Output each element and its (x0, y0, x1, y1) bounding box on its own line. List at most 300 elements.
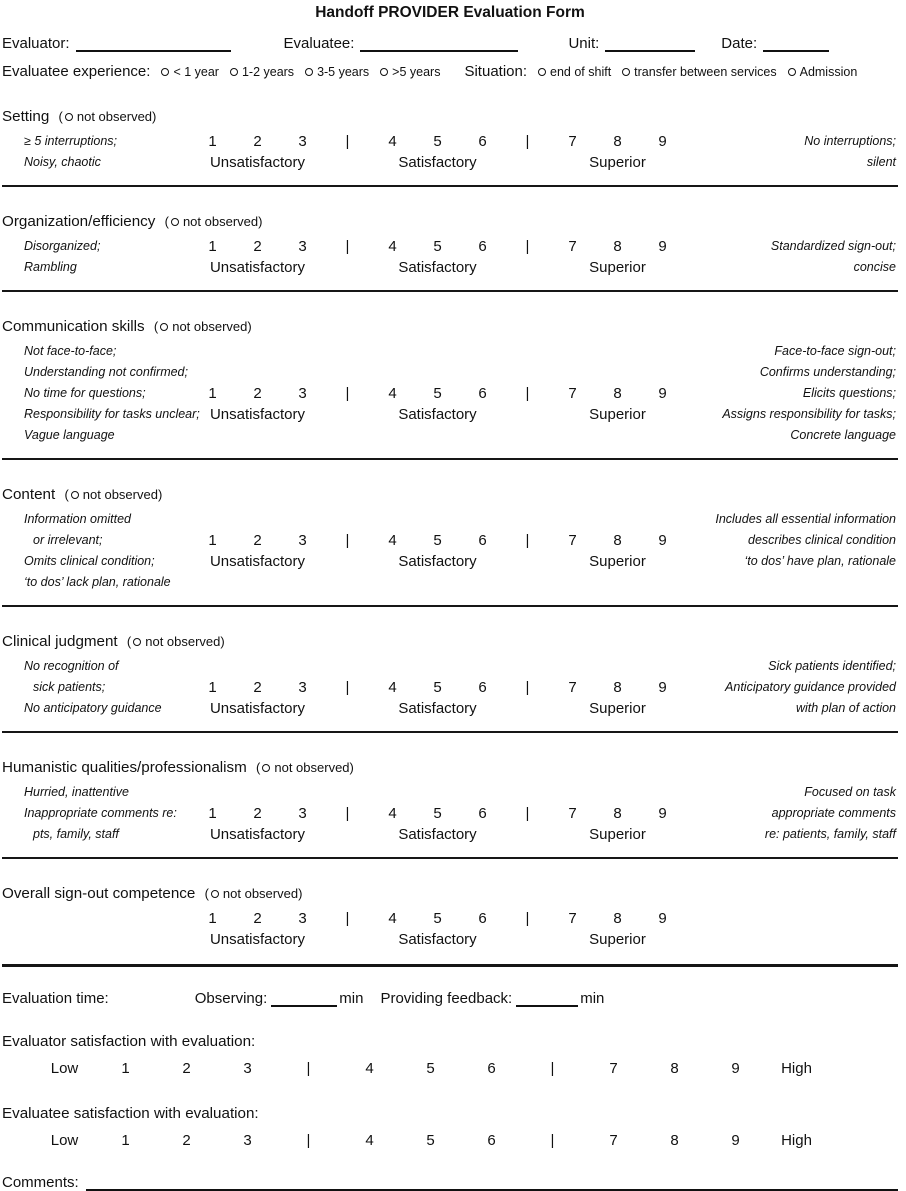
scale-group-label: Satisfactory (398, 700, 477, 717)
rating-scale (190, 383, 685, 425)
scale-number[interactable]: 7 (568, 238, 577, 255)
scale-number[interactable]: 9 (658, 532, 667, 549)
section-title: Communication skills (2, 318, 145, 335)
radio-icon (622, 68, 630, 76)
scale-separator: | (345, 133, 350, 150)
rating-scale (190, 236, 685, 278)
scale-group-label: Superior (589, 826, 646, 843)
scale-separator: | (345, 385, 350, 402)
scale-number[interactable]: 6 (478, 679, 487, 696)
rating-scale (190, 677, 685, 719)
section-title: Setting (2, 108, 50, 125)
anchor-line: No time for questions; (24, 386, 146, 400)
section-title-row (2, 318, 898, 335)
radio-icon (65, 113, 73, 121)
scale-number[interactable]: 5 (433, 910, 442, 927)
scale-group-label: Superior (589, 553, 646, 570)
radio-icon (380, 68, 388, 76)
scale-group-labels (190, 824, 685, 845)
not-observed-option[interactable] (127, 634, 225, 649)
anchor-line: Rambling (24, 260, 77, 274)
scale-number[interactable]: 4 (365, 1060, 374, 1077)
scale-number[interactable]: 5 (433, 133, 442, 150)
option-label: 3-5 years (317, 64, 370, 79)
anchor-line: Not face-to-face; (24, 344, 117, 358)
radio-icon (788, 68, 796, 76)
radio-icon (71, 491, 79, 499)
anchor-line: ‘to dos’ lack plan, rationale (24, 575, 171, 589)
scale-number[interactable]: 4 (388, 385, 397, 402)
scale-number[interactable]: 4 (388, 679, 397, 696)
scale-number[interactable]: 1 (208, 805, 217, 822)
anchor-line: Understanding not confirmed; (24, 365, 188, 379)
paren: ( (204, 886, 209, 901)
header-fields (2, 31, 898, 52)
scale-number[interactable]: 7 (609, 1060, 618, 1077)
scale-group-label: Superior (589, 406, 646, 423)
scale-number[interactable]: 2 (253, 238, 262, 255)
scale-number[interactable]: 3 (243, 1060, 252, 1077)
anchor-line: Hurried, inattentive (24, 785, 129, 799)
section-humanistic-professionalism (2, 759, 898, 859)
not-observed-label: not observed) (145, 634, 225, 649)
paren: ( (64, 487, 69, 502)
scale-number[interactable]: 1 (208, 910, 217, 927)
section-divider (2, 857, 898, 859)
scale-separator: | (550, 1132, 555, 1149)
anchor-line: with plan of action (795, 701, 896, 715)
scale-group-label: Unsatisfactory (209, 406, 306, 423)
experience-situation-row (2, 61, 898, 82)
scale-number[interactable]: 2 (253, 133, 262, 150)
rating-row (2, 782, 898, 845)
not-observed-option[interactable] (256, 760, 354, 775)
evaluator-input-line[interactable] (76, 37, 231, 52)
high-anchor-text (685, 236, 898, 278)
scale-number[interactable]: 3 (243, 1132, 252, 1149)
scale-number[interactable]: 3 (298, 679, 307, 696)
evaluatee-field (284, 35, 519, 52)
scale-separator: | (345, 238, 350, 255)
paren: ( (256, 760, 261, 775)
anchor-line: describes clinical condition (748, 533, 896, 547)
high-label: High (781, 1132, 812, 1149)
not-observed-option[interactable] (205, 886, 303, 901)
option-label: transfer between services (634, 64, 777, 79)
anchor-line: Anticipatory guidance provided (725, 680, 896, 694)
scale-number[interactable]: 2 (253, 910, 262, 927)
scale-group-label: Unsatisfactory (209, 553, 306, 570)
scale-group-labels (190, 929, 685, 950)
section-title: Overall sign-out competence (2, 885, 196, 902)
section-title-row (2, 759, 898, 776)
section-title-row (2, 108, 898, 125)
anchor-line: concise (853, 260, 896, 274)
low-anchor-text (2, 782, 190, 845)
scale-number[interactable]: 8 (613, 532, 622, 549)
experience-label: Evaluatee experience: (2, 63, 151, 80)
scale-number[interactable]: 5 (433, 679, 442, 696)
section-content (2, 486, 898, 607)
anchor-line: re: patients, family, staff (764, 827, 896, 841)
low-anchor-text (2, 236, 190, 278)
feedback-minutes-input-line[interactable] (516, 992, 578, 1007)
anchor-line: sick patients; (33, 680, 106, 694)
scale-number[interactable]: 1 (208, 679, 217, 696)
not-observed-label: not observed) (82, 487, 163, 502)
anchor-line: Confirms understanding; (759, 365, 896, 379)
section-title-row (2, 213, 898, 230)
paren: ( (126, 634, 132, 649)
scale-number[interactable]: 9 (658, 805, 667, 822)
section-divider (2, 185, 898, 187)
option-label: Admission (799, 64, 858, 79)
feedback-field (380, 990, 604, 1007)
anchor-line: Includes all essential information (715, 512, 896, 526)
scale-separator: | (525, 805, 530, 822)
scale-separator: | (345, 679, 350, 696)
situation-option-transfer[interactable] (622, 65, 776, 79)
section-title-row (2, 885, 898, 902)
scale-number[interactable]: 3 (298, 133, 307, 150)
scale-number[interactable]: 6 (478, 910, 487, 927)
scale-number[interactable]: 1 (208, 238, 217, 255)
scale-number[interactable]: 5 (433, 385, 442, 402)
not-observed-option[interactable] (64, 487, 162, 502)
scale-numbers (190, 677, 685, 698)
paren: ( (164, 214, 169, 229)
date-field (721, 35, 829, 52)
evaluation-time-label: Evaluation time: (2, 990, 109, 1007)
section-communication-skills (2, 318, 898, 460)
high-anchor-text (685, 782, 898, 845)
anchor-line: Omits clinical condition; (24, 554, 155, 568)
section-divider (2, 290, 898, 292)
scale-number[interactable]: 8 (613, 805, 622, 822)
scale-number[interactable]: 5 (426, 1060, 435, 1077)
scale-group-label: Satisfactory (398, 826, 477, 843)
scale-number[interactable]: 1 (208, 133, 217, 150)
scale-number[interactable]: 2 (182, 1132, 191, 1149)
anchor-line: Vague language (24, 428, 115, 442)
experience-option-gt5yr[interactable] (380, 65, 440, 79)
low-label: Low (50, 1060, 79, 1077)
scale-number[interactable]: 9 (658, 385, 667, 402)
scale-number[interactable]: 4 (365, 1132, 374, 1149)
radio-icon (230, 68, 238, 76)
scale-numbers (190, 236, 685, 257)
date-label: Date: (721, 35, 758, 52)
not-observed-label: not observed) (182, 214, 263, 229)
anchor-line: pts, family, staff (33, 827, 119, 841)
scale-group-label: Superior (589, 700, 646, 717)
high-anchor-text (685, 509, 898, 572)
scale-numbers (190, 131, 685, 152)
scale-numbers (190, 908, 685, 929)
section-title-row (2, 486, 898, 503)
section-divider (2, 605, 898, 607)
scale-number[interactable]: 7 (568, 385, 577, 402)
scale-group-label: Unsatisfactory (209, 931, 306, 948)
scale-group-label: Satisfactory (398, 931, 477, 948)
scale-number[interactable]: 4 (388, 238, 397, 255)
scale-number[interactable]: 5 (433, 532, 442, 549)
rating-row (2, 131, 898, 173)
anchor-line: Elicits questions; (802, 386, 896, 400)
situation-option-end-of-shift[interactable] (538, 65, 611, 79)
not-observed-label: not observed) (76, 109, 157, 124)
scale-number[interactable]: 7 (568, 910, 577, 927)
anchor-line: or irrelevant; (33, 533, 103, 547)
scale-separator: | (525, 238, 530, 255)
high-label: High (781, 1060, 812, 1077)
low-anchor-text (2, 509, 190, 593)
anchor-line: Disorganized; (24, 239, 101, 253)
section-title: Humanistic qualities/professionalism (2, 759, 247, 776)
scale-number[interactable]: 8 (613, 238, 622, 255)
low-anchor-text (2, 131, 190, 173)
rating-row (2, 341, 898, 446)
unit-field (568, 35, 695, 52)
high-anchor-text (685, 656, 898, 719)
observing-field (195, 990, 364, 1007)
scale-number[interactable]: 2 (253, 679, 262, 696)
scale-number[interactable]: 2 (253, 385, 262, 402)
date-input-line[interactable] (763, 37, 829, 52)
anchor-line: Responsibility for tasks unclear; (24, 407, 200, 421)
not-observed-option[interactable] (165, 214, 263, 229)
radio-icon (538, 68, 546, 76)
comments-input-line[interactable] (86, 1176, 898, 1191)
scale-number[interactable]: 8 (613, 133, 622, 150)
section-setting (2, 108, 898, 187)
situation-label: Situation: (464, 63, 528, 80)
scale-number[interactable]: 6 (487, 1132, 496, 1149)
scale-number[interactable]: 5 (433, 805, 442, 822)
scale-number[interactable]: 9 (658, 238, 667, 255)
option-label: end of shift (550, 64, 612, 79)
not-observed-label: not observed) (172, 319, 252, 334)
scale-separator: | (306, 1132, 311, 1149)
scale-number[interactable]: 9 (658, 679, 667, 696)
scale-number[interactable]: 5 (426, 1132, 435, 1149)
scale-number[interactable]: 6 (478, 133, 487, 150)
experience-option-lt1yr[interactable] (161, 65, 219, 79)
scale-number[interactable]: 7 (568, 133, 577, 150)
major-divider (2, 964, 898, 967)
scale-number[interactable]: 2 (253, 805, 262, 822)
rating-row (2, 236, 898, 278)
scale-separator: | (345, 805, 350, 822)
scale-number[interactable]: 1 (121, 1060, 130, 1077)
section-title-row (2, 633, 898, 650)
section-title: Content (2, 486, 56, 503)
section-organization-efficiency (2, 213, 898, 292)
scale-number[interactable]: 3 (298, 910, 307, 927)
scale-number[interactable]: 3 (298, 238, 307, 255)
evaluatee-input-line[interactable] (360, 37, 518, 52)
scale-numbers (190, 383, 685, 404)
min-label: min (339, 990, 364, 1007)
paren: ( (58, 109, 63, 124)
scale-number[interactable]: 4 (388, 532, 397, 549)
rating-scale (190, 908, 685, 950)
scale-group-label: Satisfactory (398, 406, 477, 423)
scale-number[interactable]: 7 (568, 805, 577, 822)
scale-number[interactable]: 7 (609, 1132, 618, 1149)
rating-row (2, 509, 898, 593)
section-overall-competence (2, 885, 898, 967)
rating-scale (190, 803, 685, 845)
option-label: 1-2 years (241, 64, 295, 79)
anchor-line: Information omitted (24, 512, 131, 526)
scale-group-label: Superior (589, 931, 646, 948)
section-divider (2, 731, 898, 733)
scale-group-labels (190, 698, 685, 719)
evaluation-time-row (2, 986, 898, 1007)
scale-separator: | (525, 532, 530, 549)
scale-number[interactable]: 9 (731, 1060, 740, 1077)
low-anchor-text (2, 341, 200, 446)
observing-label: Observing: (194, 990, 268, 1007)
scale-number[interactable]: 1 (121, 1132, 130, 1149)
comments-label: Comments: (2, 1174, 79, 1191)
experience-option-3-5yr[interactable] (305, 65, 369, 79)
anchor-line: No anticipatory guidance (24, 701, 162, 715)
rating-scale (190, 131, 685, 173)
anchor-line: Assigns responsibility for tasks; (722, 407, 896, 421)
not-observed-option[interactable] (154, 319, 252, 334)
rating-row (2, 908, 898, 950)
scale-separator: | (306, 1060, 311, 1077)
anchor-line: appropriate comments (771, 806, 896, 820)
anchor-line: Face-to-face sign-out; (774, 344, 896, 358)
scale-group-label: Satisfactory (398, 553, 477, 570)
evaluator-satisfaction-scale (2, 1058, 898, 1079)
scale-number[interactable]: 6 (478, 532, 487, 549)
scale-number[interactable]: 6 (478, 805, 487, 822)
low-anchor-text (2, 656, 190, 719)
scale-separator: | (525, 385, 530, 402)
scale-group-label: Superior (589, 154, 646, 171)
scale-number[interactable]: 2 (253, 532, 262, 549)
scale-number[interactable]: 8 (613, 385, 622, 402)
scale-number[interactable]: 1 (208, 532, 217, 549)
scale-number[interactable]: 8 (670, 1132, 679, 1149)
anchor-line: ≥ 5 interruptions; (24, 134, 118, 148)
anchor-line: Noisy, chaotic (24, 155, 101, 169)
scale-number[interactable]: 6 (478, 385, 487, 402)
evaluatee-satisfaction-scale (2, 1130, 898, 1151)
scale-group-label: Satisfactory (398, 259, 477, 276)
evaluatee-satisfaction-label: Evaluatee satisfaction with evaluation: (2, 1105, 259, 1122)
scale-separator: | (550, 1060, 555, 1077)
not-observed-label: not observed) (222, 886, 303, 901)
scale-number[interactable]: 2 (182, 1060, 191, 1077)
unit-input-line[interactable] (605, 37, 695, 52)
evaluator-label: Evaluator: (2, 35, 70, 52)
anchor-line: Concrete language (790, 428, 896, 442)
anchor-line: silent (866, 155, 896, 169)
unit-label: Unit: (568, 35, 600, 52)
scale-number[interactable]: 1 (208, 385, 217, 402)
scale-number[interactable]: 3 (298, 805, 307, 822)
radio-icon (171, 218, 179, 226)
scale-number[interactable]: 9 (658, 133, 667, 150)
comments-field (2, 1171, 898, 1191)
scale-number[interactable]: 7 (568, 679, 577, 696)
situation-option-admission[interactable] (788, 65, 858, 79)
scale-separator: | (525, 910, 530, 927)
paren: ( (153, 319, 159, 334)
not-observed-option[interactable] (59, 109, 157, 124)
scale-number[interactable]: 8 (670, 1060, 679, 1077)
scale-numbers (190, 803, 685, 824)
scale-number[interactable]: 6 (478, 238, 487, 255)
scale-number[interactable]: 4 (388, 910, 397, 927)
scale-number[interactable]: 6 (487, 1060, 496, 1077)
section-title: Organization/efficiency (2, 213, 156, 230)
experience-option-1-2yr[interactable] (230, 65, 294, 79)
rating-row (2, 656, 898, 719)
scale-group-label: Unsatisfactory (209, 259, 306, 276)
low-label: Low (50, 1132, 79, 1149)
scale-number[interactable]: 4 (388, 133, 397, 150)
observing-minutes-input-line[interactable] (271, 992, 337, 1007)
radio-icon (262, 764, 270, 772)
scale-number[interactable]: 8 (613, 910, 622, 927)
scale-group-label: Unsatisfactory (209, 154, 306, 171)
anchor-line: No interruptions; (804, 134, 896, 148)
min-label: min (580, 990, 605, 1007)
evaluatee-label: Evaluatee: (283, 35, 355, 52)
scale-number[interactable]: 4 (388, 805, 397, 822)
evaluator-satisfaction-label: Evaluator satisfaction with evaluation: (2, 1033, 256, 1050)
section-clinical-judgment (2, 633, 898, 733)
rating-scale (190, 530, 685, 572)
radio-icon (305, 68, 313, 76)
scale-group-label: Unsatisfactory (209, 700, 306, 717)
scale-separator: | (345, 910, 350, 927)
scale-number[interactable]: 8 (613, 679, 622, 696)
scale-group-label: Unsatisfactory (209, 826, 306, 843)
anchor-line: Sick patients identified; (768, 659, 896, 673)
anchor-line: Inappropriate comments re: (24, 806, 177, 820)
scale-number[interactable]: 5 (433, 238, 442, 255)
scale-separator: | (525, 679, 530, 696)
scale-number[interactable]: 7 (568, 532, 577, 549)
section-title: Clinical judgment (2, 633, 118, 650)
scale-group-labels (190, 152, 685, 173)
scale-number[interactable]: 3 (298, 532, 307, 549)
anchor-line: ‘to dos’ have plan, rationale (744, 554, 896, 568)
anchor-line: Standardized sign-out; (770, 239, 896, 253)
high-anchor-text (685, 341, 898, 446)
scale-number[interactable]: 9 (731, 1132, 740, 1149)
scale-group-labels (190, 551, 685, 572)
scale-group-label: Superior (589, 259, 646, 276)
high-anchor-text (685, 131, 898, 173)
scale-numbers (190, 530, 685, 551)
not-observed-label: not observed) (274, 760, 354, 775)
scale-separator: | (525, 133, 530, 150)
radio-icon (160, 323, 168, 331)
radio-icon (161, 68, 169, 76)
scale-number[interactable]: 3 (298, 385, 307, 402)
scale-number[interactable]: 9 (658, 910, 667, 927)
radio-icon (133, 638, 141, 646)
scale-group-labels (190, 404, 685, 425)
